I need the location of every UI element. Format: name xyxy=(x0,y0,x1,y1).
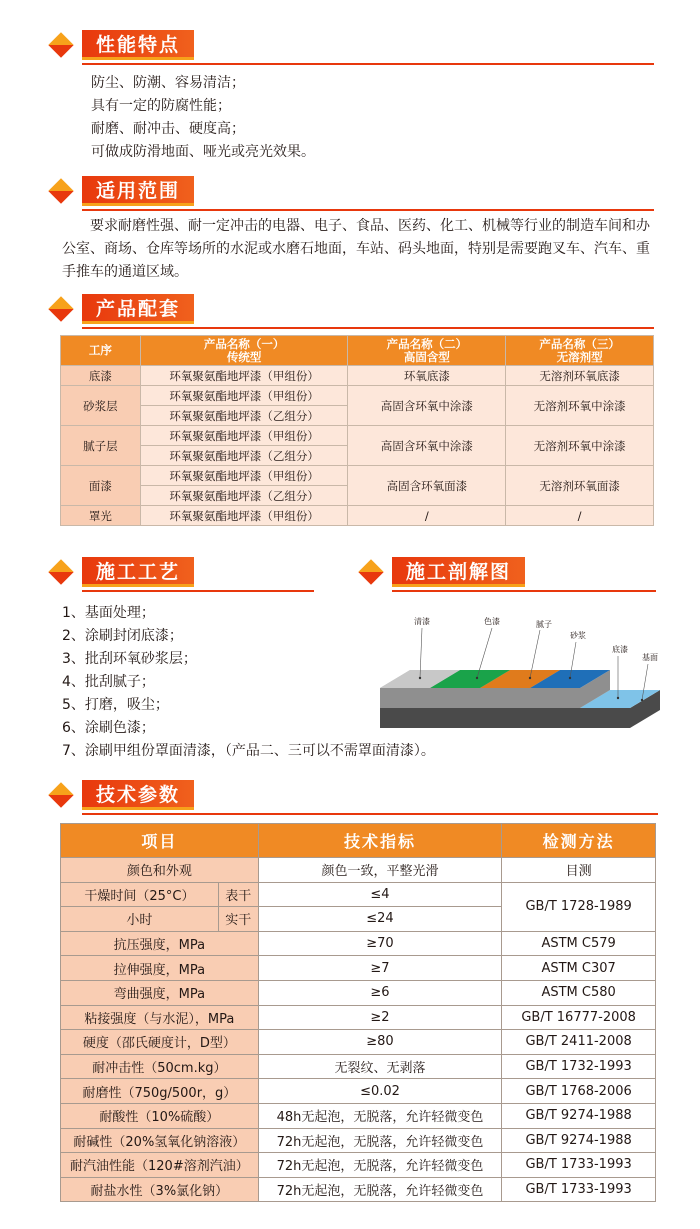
table-row: 耐冲击性（50cm.kg） 无裂纹、无剥落 GB/T 1732-1993 xyxy=(61,1054,656,1079)
table-row: 耐盐水性（3%氯化钠） 72h无起泡，无脱落，允许轻微变色 GB/T 1733-1993 xyxy=(61,1177,656,1202)
divider xyxy=(82,813,658,815)
section-title: 产品配套 xyxy=(82,294,194,324)
divider xyxy=(82,63,654,65)
table-row: 耐酸性（10%硫酸） 48h无起泡，无脱落，允许轻微变色 GB/T 9274-1988 xyxy=(61,1103,656,1128)
table-row: 拉伸强度，MPa ≥7 ASTM C307 xyxy=(61,956,656,981)
table-row: 小时 实干 ≤24 xyxy=(61,907,656,932)
table-row: 耐磨性（750g/500r，g） ≤0.02 GB/T 1768-2006 xyxy=(61,1079,656,1104)
list-item: 1、基面处理； xyxy=(62,605,155,621)
label-mortar: 砂浆 xyxy=(570,631,586,640)
section-features-heading xyxy=(48,28,194,62)
feature-item: 耐磨、耐冲击、硬度高； xyxy=(91,121,245,137)
params-table xyxy=(60,823,656,1202)
table-row: 环氧聚氨酯地坪漆（乙组分） xyxy=(61,446,654,466)
section-scope-heading xyxy=(48,174,194,208)
divider xyxy=(82,327,654,329)
features-list xyxy=(91,72,315,164)
table-row: 罩光 环氧聚氨酯地坪漆（甲组份） / / xyxy=(61,506,654,526)
section-title: 适用范围 xyxy=(82,176,194,206)
label-primer: 底漆 xyxy=(612,645,628,654)
feature-item: 可做成防滑地面、哑光或亮光效果。 xyxy=(91,144,315,160)
section-title: 施工剖解图 xyxy=(392,557,525,587)
diamond-bullet-icon xyxy=(48,32,74,58)
header-method: 检测方法 xyxy=(502,824,656,858)
section-cross-section-heading xyxy=(358,555,525,589)
header-product-2: 产品名称（二） 高固含型 xyxy=(348,336,506,366)
label-color: 色漆 xyxy=(484,617,500,626)
matching-table xyxy=(60,335,654,526)
section-matching-heading xyxy=(48,292,194,326)
table-row: 弯曲强度，MPa ≥6 ASTM C580 xyxy=(61,980,656,1005)
divider xyxy=(82,590,314,592)
diamond-bullet-icon xyxy=(48,178,74,204)
diamond-bullet-icon xyxy=(48,296,74,322)
divider xyxy=(82,209,654,211)
header-process: 工序 xyxy=(61,336,141,366)
table-row: 粘接强度（与水泥），MPa ≥2 GB/T 16777-2008 xyxy=(61,1005,656,1030)
feature-item: 具有一定的防腐性能； xyxy=(91,98,231,114)
table-row: 耐碱性（20%氢氧化钠溶液） 72h无起泡，无脱落，允许轻微变色 GB/T 9274-1988 xyxy=(61,1128,656,1153)
process-steps xyxy=(62,602,435,763)
table-row: 砂浆层 环氧聚氨酯地坪漆（甲组份） 高固含环氧中涂漆 无溶剂环氧中涂漆 xyxy=(61,386,654,406)
section-params-heading xyxy=(48,778,194,812)
list-item: 4、批刮腻子； xyxy=(62,674,155,690)
list-item: 5、打磨，吸尘； xyxy=(62,697,169,713)
feature-item: 防尘、防潮、容易清洁； xyxy=(91,75,245,91)
table-row: 耐汽油性能（120#溶剂汽油） 72h无起泡，无脱落，允许轻微变色 GB/T 1733-1993 xyxy=(61,1153,656,1178)
list-item: 6、涂刷色漆； xyxy=(62,720,155,736)
label-clear: 清漆 xyxy=(414,617,430,626)
list-item: 3、批刮环氧砂浆层； xyxy=(62,651,197,667)
section-title: 施工工艺 xyxy=(82,557,194,587)
section-title: 性能特点 xyxy=(82,30,194,60)
label-base: 基面 xyxy=(642,653,658,662)
table-row: 抗压强度，MPa ≥70 ASTM C579 xyxy=(61,931,656,956)
table-row: 环氧聚氨酯地坪漆（乙组分） xyxy=(61,486,654,506)
scope-text: 要求耐磨性强、耐一定冲击的电器、电子、食品、医药、化工、机械等行业的制造车间和办公室、商场、仓库等场所的水泥或水磨石地面，车站、码头地面，特别是需要跑叉车、汽车、重手推车的通道区域。 xyxy=(62,218,650,280)
table-row: 底漆 环氧聚氨酯地坪漆（甲组份） 环氧底漆 无溶剂环氧底漆 xyxy=(61,366,654,386)
table-row: 颜色和外观 颜色一致，平整光滑 目测 xyxy=(61,858,656,883)
table-row: 面漆 环氧聚氨酯地坪漆（甲组份） 高固含环氧面漆 无溶剂环氧面漆 xyxy=(61,466,654,486)
table-row: 环氧聚氨酯地坪漆（乙组分） xyxy=(61,406,654,426)
list-item: 2、涂刷封闭底漆； xyxy=(62,628,183,644)
table-row: 干燥时间（25°C） 表干 ≤4 GB/T 1728-1989 xyxy=(61,882,656,907)
label-putty: 腻子 xyxy=(536,620,552,629)
cross-section-diagram xyxy=(380,600,670,740)
diamond-bullet-icon xyxy=(358,559,384,585)
divider xyxy=(392,590,656,592)
section-process-heading xyxy=(48,555,194,589)
section-title: 技术参数 xyxy=(82,780,194,810)
header-product-1: 产品名称（一） 传统型 xyxy=(140,336,348,366)
table-row: 腻子层 环氧聚氨酯地坪漆（甲组份） 高固含环氧中涂漆 无溶剂环氧中涂漆 xyxy=(61,426,654,446)
header-item: 项目 xyxy=(61,824,259,858)
diamond-bullet-icon xyxy=(48,559,74,585)
header-product-3: 产品名称（三） 无溶剂型 xyxy=(506,336,654,366)
header-spec: 技术指标 xyxy=(258,824,502,858)
diamond-bullet-icon xyxy=(48,782,74,808)
list-item: 7、涂刷甲组份罩面清漆，（产品二、三可以不需罩面清漆）。 xyxy=(62,743,435,759)
table-row: 硬度（邵氏硬度计，D型） ≥80 GB/T 2411-2008 xyxy=(61,1030,656,1055)
